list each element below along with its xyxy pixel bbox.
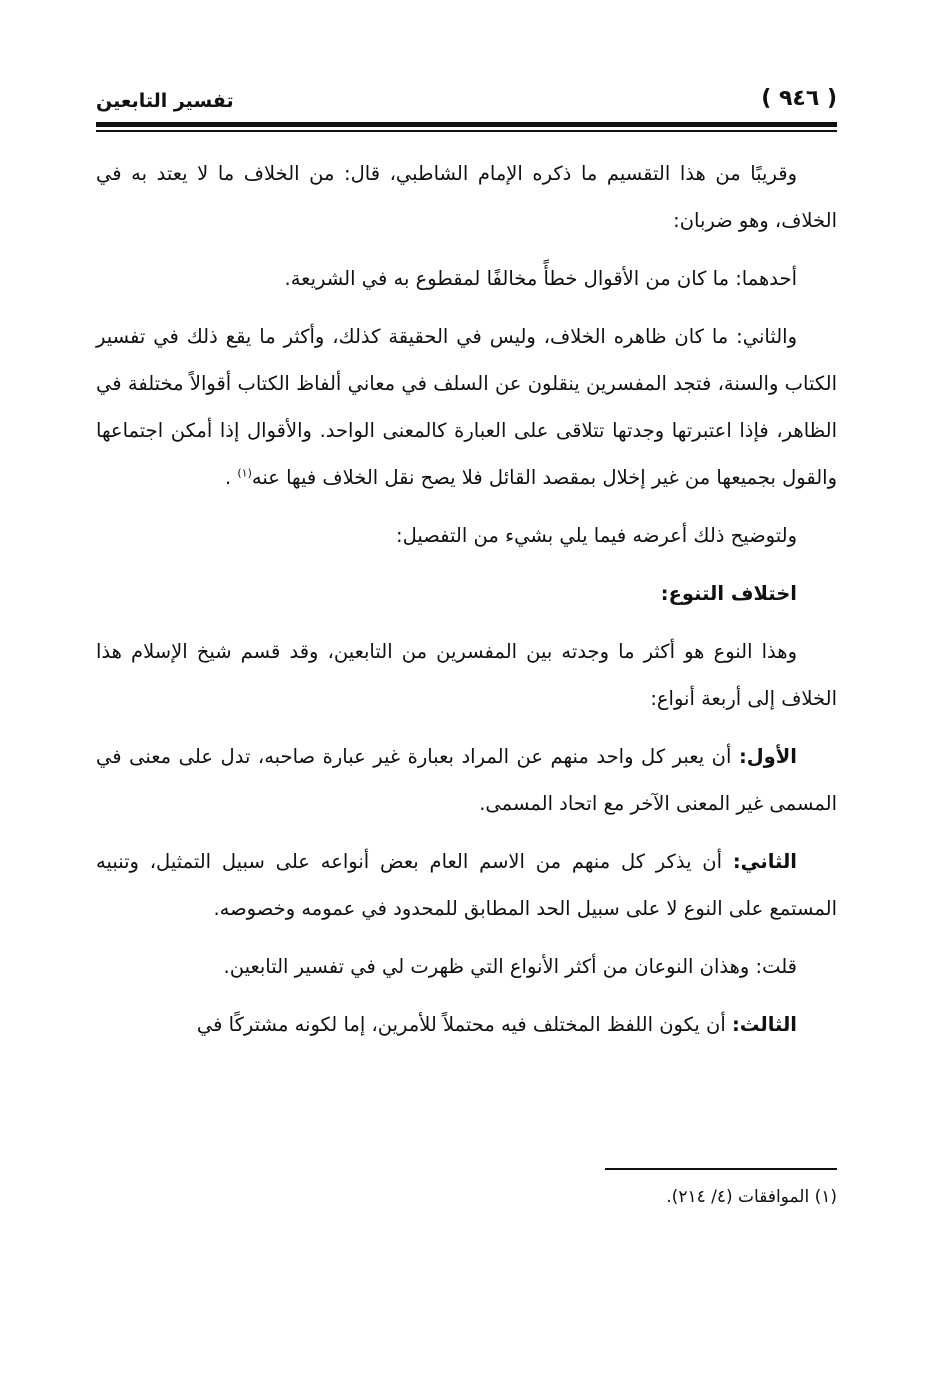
paragraph: الثالث: أن يكون اللفظ المختلف فيه محتملاً للأمرين، إما لكونه مشتركًا في — [196, 1013, 797, 1036]
footnote: (١) الموافقات (٤/ ٢١٤). — [666, 1187, 837, 1207]
list-lead: الثاني: — [732, 850, 797, 873]
body-text — [96, 150, 837, 1059]
list-lead: الثالث: — [731, 1013, 797, 1036]
header-rule-thick — [96, 122, 837, 127]
paragraph: الأول: أن يعبر كل واحد منهم عن المراد بعبارة غير عبارة صاحبه، تدل على معنى في المسمى غير المعنى الآخر مع اتحاد المسمى. — [96, 745, 837, 815]
paragraph: أحدهما: ما كان من الأقوال خطأً مخالفًا لمقطوع به في الشريعة. — [284, 267, 797, 290]
page-header — [96, 86, 837, 124]
page-number: ( ٩٤٦ ) — [761, 86, 837, 111]
paragraph: وهذا النوع هو أكثر ما وجدته بين المفسرين من التابعين، وقد قسم شيخ الإسلام هذا الخلاف إلى أربعة أنواع: — [96, 640, 837, 710]
section-heading: اختلاف التنوع: — [660, 582, 797, 605]
paragraph: قلت: وهذان النوعان من أكثر الأنواع التي ظهرت لي في تفسير التابعين. — [223, 955, 797, 978]
footnote-rule — [605, 1168, 837, 1170]
list-lead: الأول: — [738, 745, 797, 768]
running-title: تفسير التابعين — [96, 90, 234, 112]
paragraph: وقريبًا من هذا التقسيم ما ذكره الإمام الشاطبي، قال: من الخلاف ما لا يعتد به في الخلاف، وهو ضربان: — [96, 162, 837, 232]
paragraph: ولتوضيح ذلك أعرضه فيما يلي بشيء من التفصيل: — [396, 524, 797, 547]
header-rule-thin — [96, 130, 837, 132]
paragraph: والثاني: ما كان ظاهره الخلاف، وليس في الحقيقة كذلك، وأكثر ما يقع ذلك في تفسير الكتاب والسنة، فتجد المفسرين ينقلون عن السلف في معاني ألفاظ الكتاب أقوالاً مختلفة في الظاهر، فإذا اعتبرتها وجدتها تتلاقى على العبارة كالمعنى الواحد. والأقوال إذا أمكن اجتماعها والقول بجميعها من غير إخلال بمقصد القائل فلا يصح نقل الخلاف فيها عنه$^{(١)}$ . — [96, 325, 837, 489]
paragraph: الثاني: أن يذكر كل منهم من الاسم العام بعض أنواعه على سبيل التمثيل، وتنبيه المستمع على النوع لا على سبيل الحد المطابق للمحدود في عمومه وخصوصه. — [96, 850, 837, 920]
footnote-ref[interactable]: (١) — [237, 466, 252, 480]
